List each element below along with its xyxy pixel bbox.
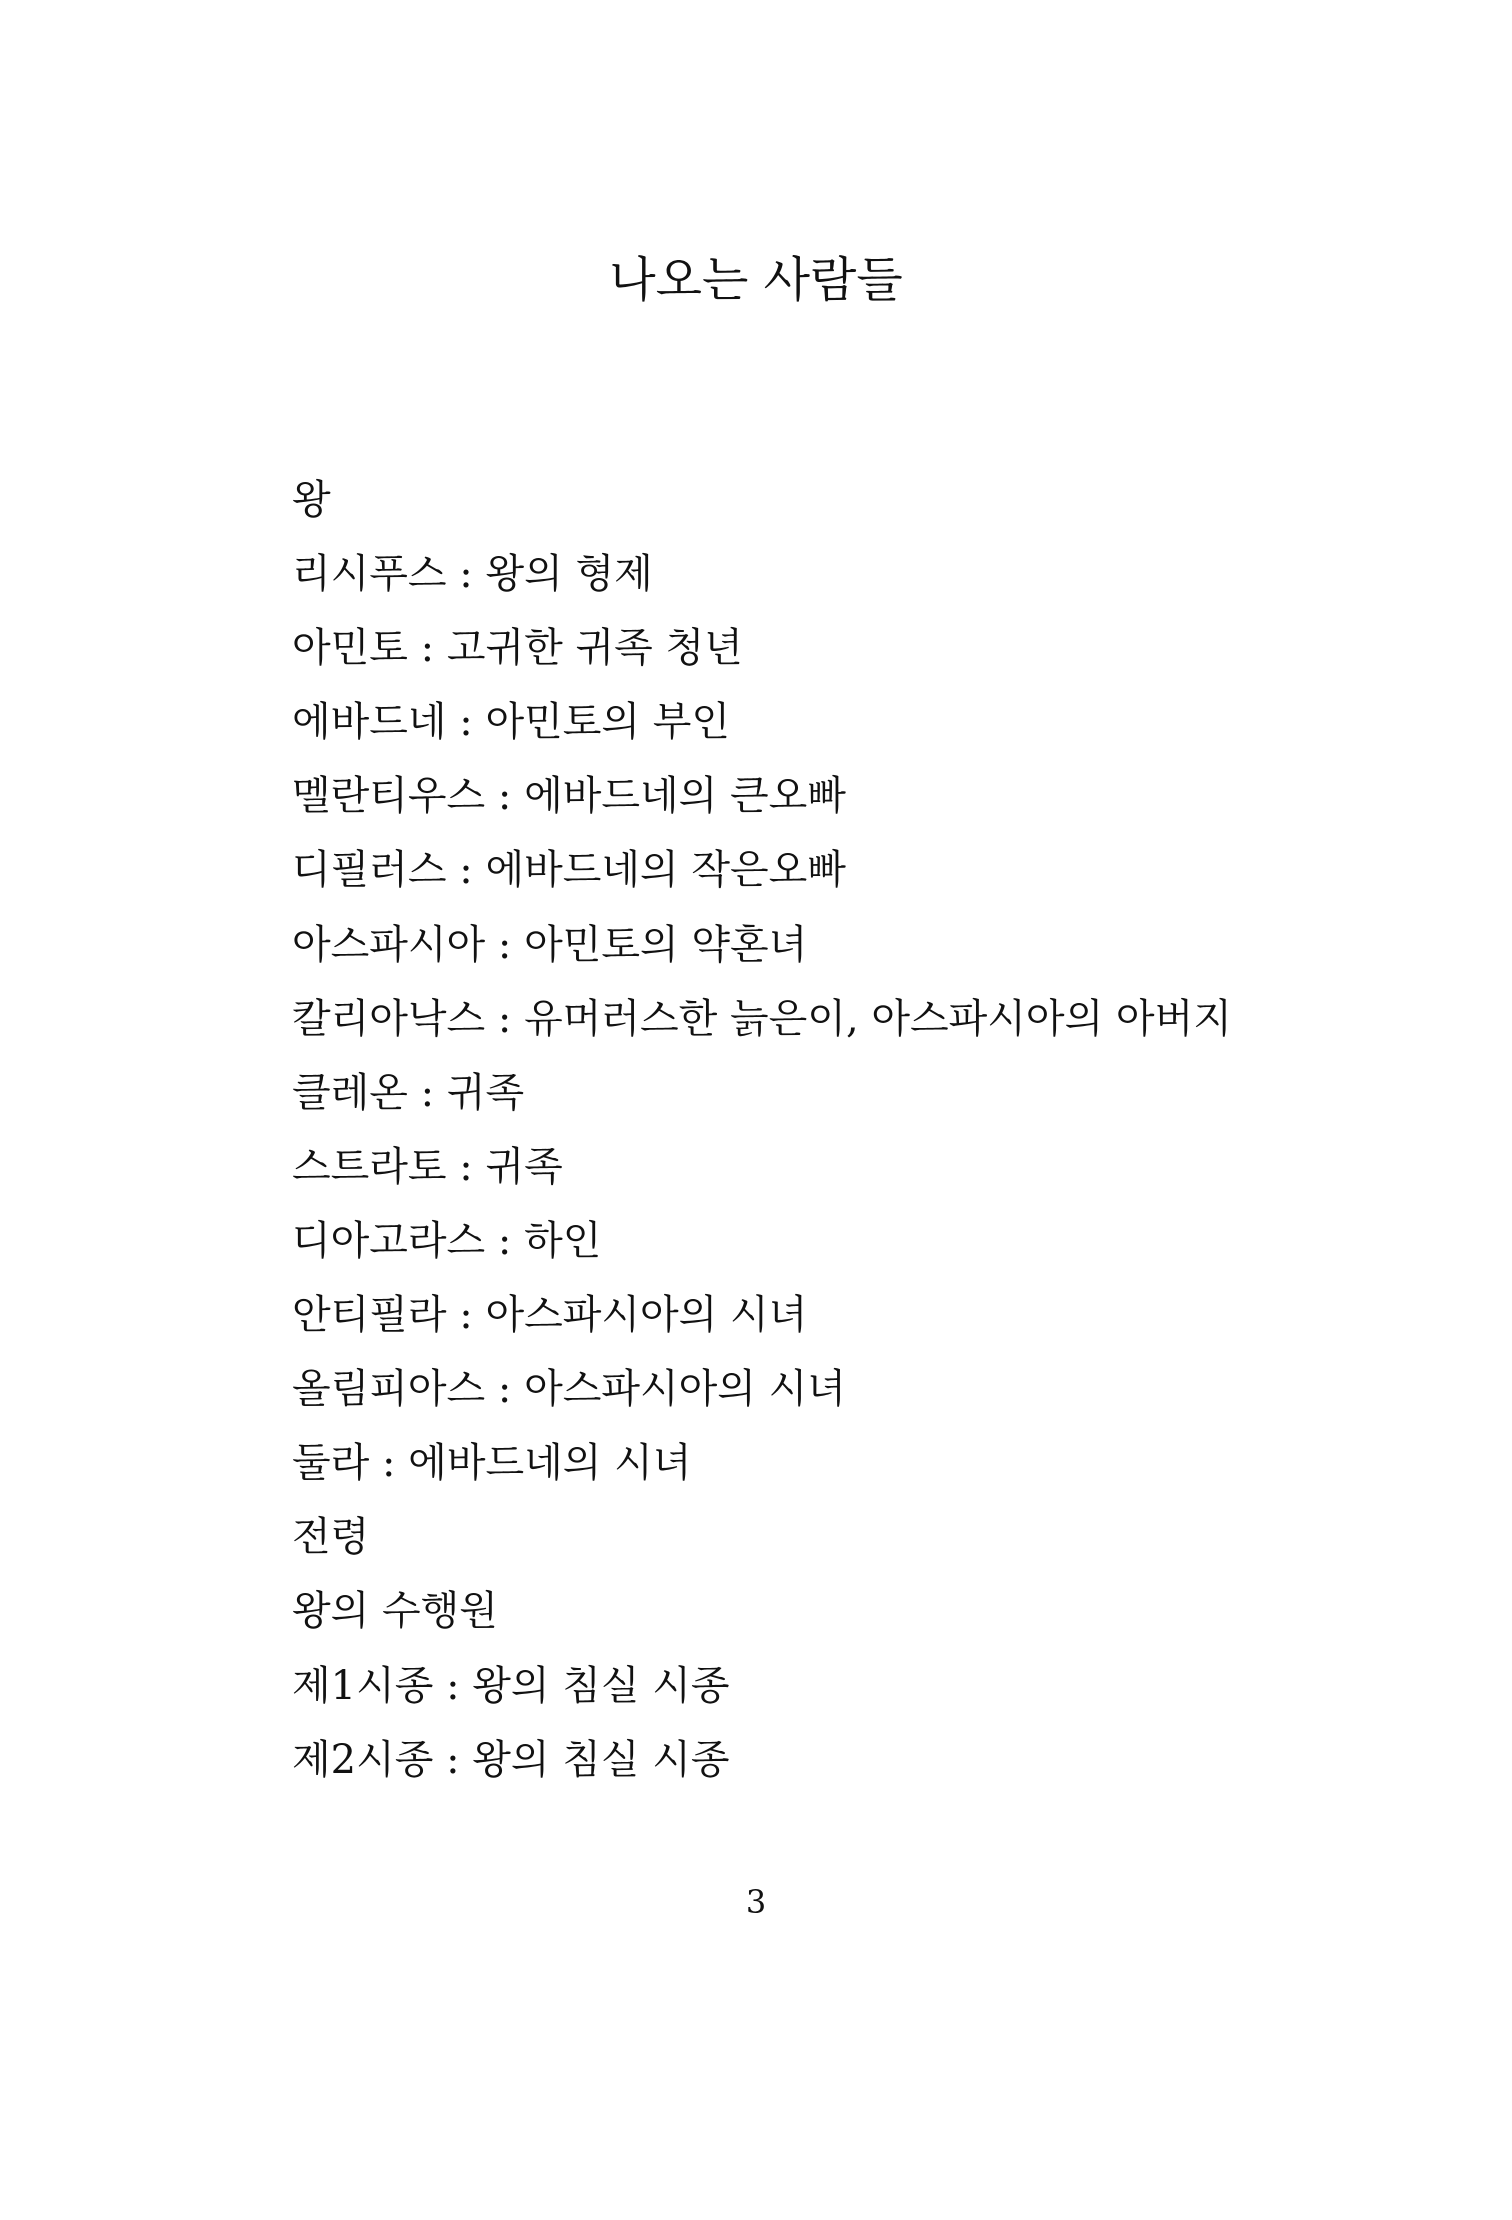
- cast-entry: 전령: [292, 1514, 370, 1561]
- cast-entry: 칼리아낙스 : 유머러스한 늙은이, 아스파시아의 아버지: [292, 995, 1232, 1042]
- cast-entry: 에바드네 : 아민토의 부인: [292, 699, 731, 746]
- cast-entry: 둘라 : 에바드네의 시녀: [292, 1440, 692, 1487]
- cast-entry: 아스파시아 : 아민토의 약혼녀: [292, 921, 808, 968]
- page-title: 나오는 사람들: [609, 252, 903, 308]
- cast-entry: 안티필라 : 아스파시아의 시녀: [292, 1292, 808, 1339]
- cast-entry: 제2시종 : 왕의 침실 시종: [292, 1736, 730, 1783]
- cast-entry: 클레온 : 귀족: [292, 1069, 525, 1116]
- cast-entry: 디아고라스 : 하인: [292, 1217, 602, 1264]
- cast-entry: 올림피아스 : 아스파시아의 시녀: [292, 1366, 846, 1413]
- cast-entry: 제1시종 : 왕의 침실 시종: [292, 1662, 730, 1709]
- cast-entry: 멜란티우스 : 에바드네의 큰오빠: [292, 773, 846, 820]
- cast-entry: 아민토 : 고귀한 귀족 청년: [292, 625, 743, 672]
- cast-entry: 스트라토 : 귀족: [292, 1143, 563, 1190]
- page-number: 3: [745, 1883, 767, 1921]
- cast-entry: 왕: [292, 477, 331, 523]
- cast-entry: 디필러스 : 에바드네의 작은오빠: [292, 847, 846, 894]
- cast-list: [292, 470, 1232, 1804]
- cast-entry: 왕의 수행원: [292, 1588, 498, 1635]
- cast-entry: 리시푸스 : 왕의 형제: [292, 551, 653, 598]
